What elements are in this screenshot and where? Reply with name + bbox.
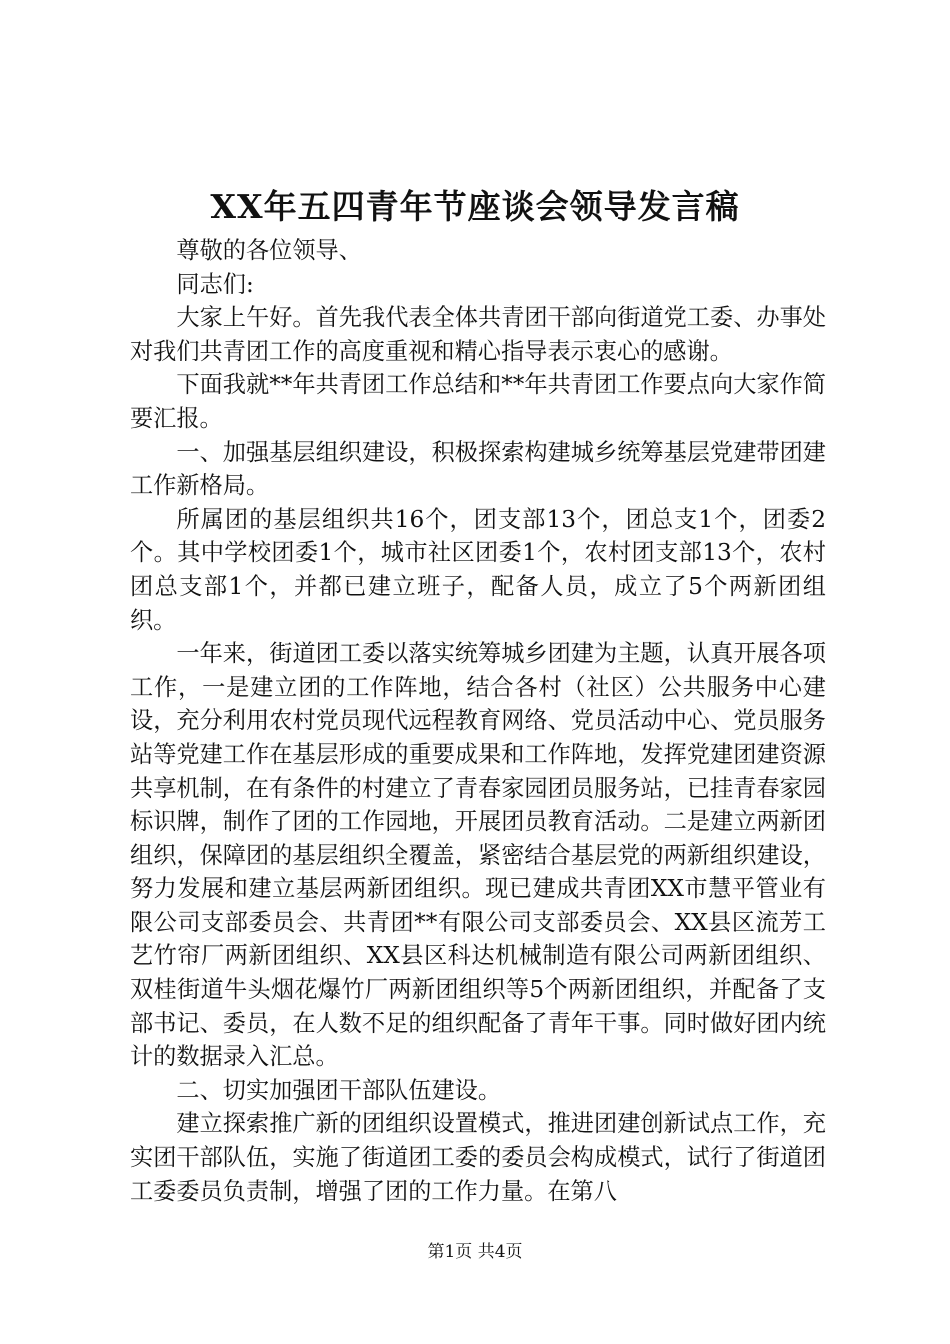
document-title: XX年五四青年节座谈会领导发言稿 [210,187,740,226]
page-number-footer: 第1页 共4页 [427,1242,523,1262]
salutation-line: 同志们: [176,270,254,298]
body-paragraph: 建立探索推广新的团组织设置模式，推进团建创新试点工作，充实团干部队伍，实施了街道团工委的委员会构成模式，试行了街道团工委委员负责制，增强了团的工作力量。在第八 [130,1110,826,1205]
body-paragraph: 所属团的基层组织共16个，团支部13个，团总支1个，团委2个。其中学校团委1个，城市社区团委1个，农村团支部13个，农村团总支部1个，并都已建立班子，配备人员，成立了5个两新团组织。 [130,505,826,634]
section-heading: 一、加强基层组织建设，积极探索构建城乡统筹基层党建带团建工作新格局。 [130,438,826,500]
body-paragraph: 一年来，街道团工委以落实统筹城乡团建为主题，认真开展各项工作，一是建立团的工作阵地，结合各村（社区）公共服务中心建设，充分利用农村党员现代远程教育网络、党员活动中心、党员服务站等党建工作在基层形成的重要成果和工作阵地，发挥党建团建资源共享机制，在有条件的村建立了青春家园团员服务站，已挂青春家园标识牌，制作了团的工作园地，开展团员教育活动。二是建立两新团组织，保障团的基层组织全覆盖，紧密结合基层党的两新组织建设，努力发展和建立基层两新团组织。现已建成共青团XX市慧平管业有限公司支部委员会、共青团**有限公司支部委员会、XX县区流芳工艺竹帘厂两新团组织、XX县区科达机械制造有限公司两新团组织、双桂街道牛头烟花爆竹厂两新团组织等5个两新团组织，并配备了支部书记、委员，在人数不足的组织配备了青年干事。同时做好团内统计的数据录入汇总。 [130,640,826,1071]
salutation-line: 尊敬的各位领导、 [176,237,362,264]
document-body [130,234,826,1208]
body-paragraph: 大家上午好。首先我代表全体共青团干部向街道党工委、办事处对我们共青团工作的高度重视和精心指导表示衷心的感谢。 [130,304,826,365]
section-heading: 二、切实加强团干部队伍建设。 [176,1076,502,1104]
body-paragraph: 下面我就**年共青团工作总结和**年共青团工作要点向大家作简要汇报。 [130,371,826,432]
